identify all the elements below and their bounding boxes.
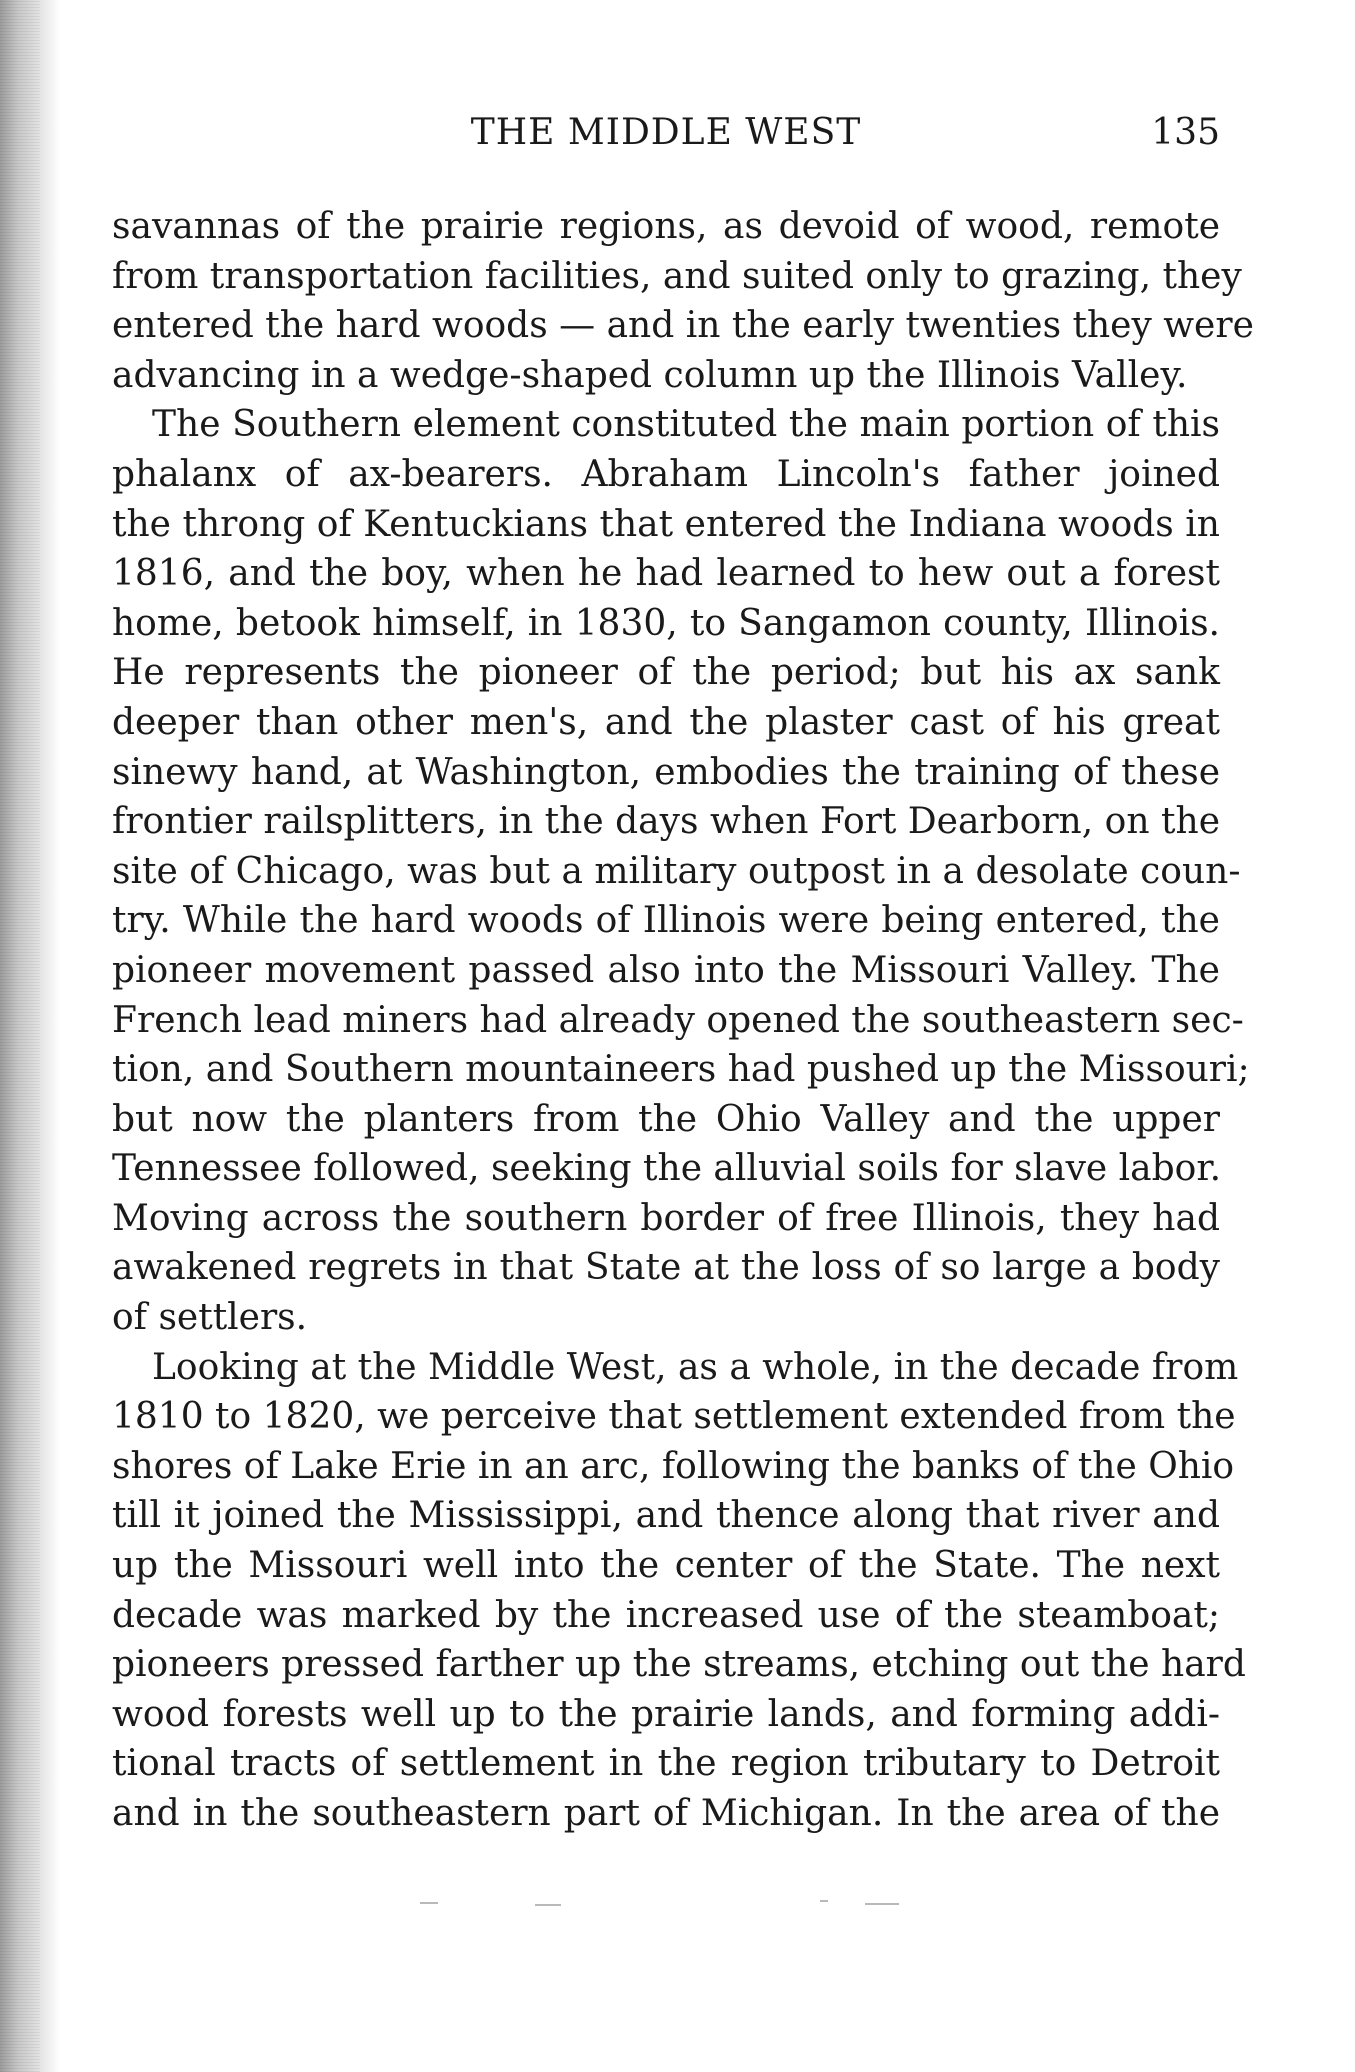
text-line: deeper than other men's, and the plaster cast of his great bbox=[112, 701, 1220, 743]
running-head bbox=[112, 112, 1220, 162]
text-line: phalanx of ax-bearers. Abraham Lincoln's father joined bbox=[112, 453, 1220, 495]
text-line: the throng of Kentuckians that entered the Indiana woods in bbox=[112, 503, 1220, 545]
scan-specks bbox=[420, 1898, 980, 1908]
text-line: frontier railsplitters, in the days when Fort Dearborn, on the bbox=[112, 801, 1220, 843]
text-line: of settlers. bbox=[112, 1297, 308, 1339]
text-line: site of Chicago, was but a military outpost in a desolate coun- bbox=[112, 850, 1241, 892]
scan-speck bbox=[535, 1904, 561, 1906]
text-line: tion, and Southern mountaineers had pushed up the Missouri; bbox=[112, 1049, 1250, 1091]
scan-speck bbox=[865, 1903, 899, 1905]
text-line: French lead miners had already opened the southeastern sec- bbox=[112, 999, 1244, 1041]
text-line: entered the hard woods — and in the early twenties they were bbox=[112, 305, 1254, 347]
running-title: THE MIDDLE WEST bbox=[470, 112, 862, 153]
page-number: 135 bbox=[1151, 112, 1220, 153]
text-line: till it joined the Mississippi, and thence along that river and bbox=[112, 1495, 1220, 1537]
text-line: pioneers pressed farther up the streams, etching out the hard bbox=[112, 1644, 1246, 1686]
text-line: and in the southeastern part of Michigan. In the area of the bbox=[112, 1793, 1220, 1834]
text-line: 1816, and the boy, when he had learned to hew out a forest bbox=[112, 553, 1220, 595]
text-line: Looking at the Middle West, as a whole, in the decade from bbox=[152, 1346, 1239, 1388]
text-line: Moving across the southern border of free Illinois, they had bbox=[112, 1197, 1220, 1239]
text-line: tional tracts of settlement in the region tributary to Detroit bbox=[112, 1743, 1220, 1785]
text-line: advancing in a wedge-shaped column up the Illinois Valley. bbox=[112, 354, 1188, 396]
text-line: try. While the hard woods of Illinois were being entered, the bbox=[112, 900, 1220, 942]
scan-speck bbox=[420, 1902, 438, 1904]
binding-texture bbox=[0, 0, 40, 2072]
scan-speck bbox=[820, 1900, 828, 1902]
text-line: wood forests well up to the prairie lands, and forming addi- bbox=[112, 1693, 1220, 1735]
text-line: The Southern element constituted the main portion of this bbox=[152, 404, 1220, 446]
text-line: decade was marked by the increased use of the steamboat; bbox=[112, 1594, 1220, 1636]
text-line: but now the planters from the Ohio Valley and the upper bbox=[112, 1098, 1220, 1140]
text-line: up the Missouri well into the center of the State. The next bbox=[112, 1545, 1220, 1587]
text-line: home, betook himself, in 1830, to Sangamon county, Illinois. bbox=[112, 602, 1220, 644]
text-line: pioneer movement passed also into the Missouri Valley. The bbox=[112, 949, 1220, 991]
text-line: He represents the pioneer of the period; but his ax sank bbox=[112, 652, 1220, 694]
text-line: from transportation facilities, and suited only to grazing, they bbox=[112, 255, 1242, 297]
text-line: 1810 to 1820, we perceive that settlement extended from the bbox=[112, 1396, 1236, 1438]
text-line: awakened regrets in that State at the loss of so large a body bbox=[112, 1247, 1220, 1289]
body-text bbox=[112, 202, 1254, 1839]
text-line: savannas of the prairie regions, as devoid of wood, remote bbox=[112, 206, 1220, 247]
text-line: shores of Lake Erie in an arc, following the banks of the Ohio bbox=[112, 1445, 1235, 1487]
text-line: sinewy hand, at Washington, embodies the training of these bbox=[112, 751, 1220, 793]
text-line: Tennessee followed, seeking the alluvial soils for slave labor. bbox=[112, 1148, 1222, 1190]
